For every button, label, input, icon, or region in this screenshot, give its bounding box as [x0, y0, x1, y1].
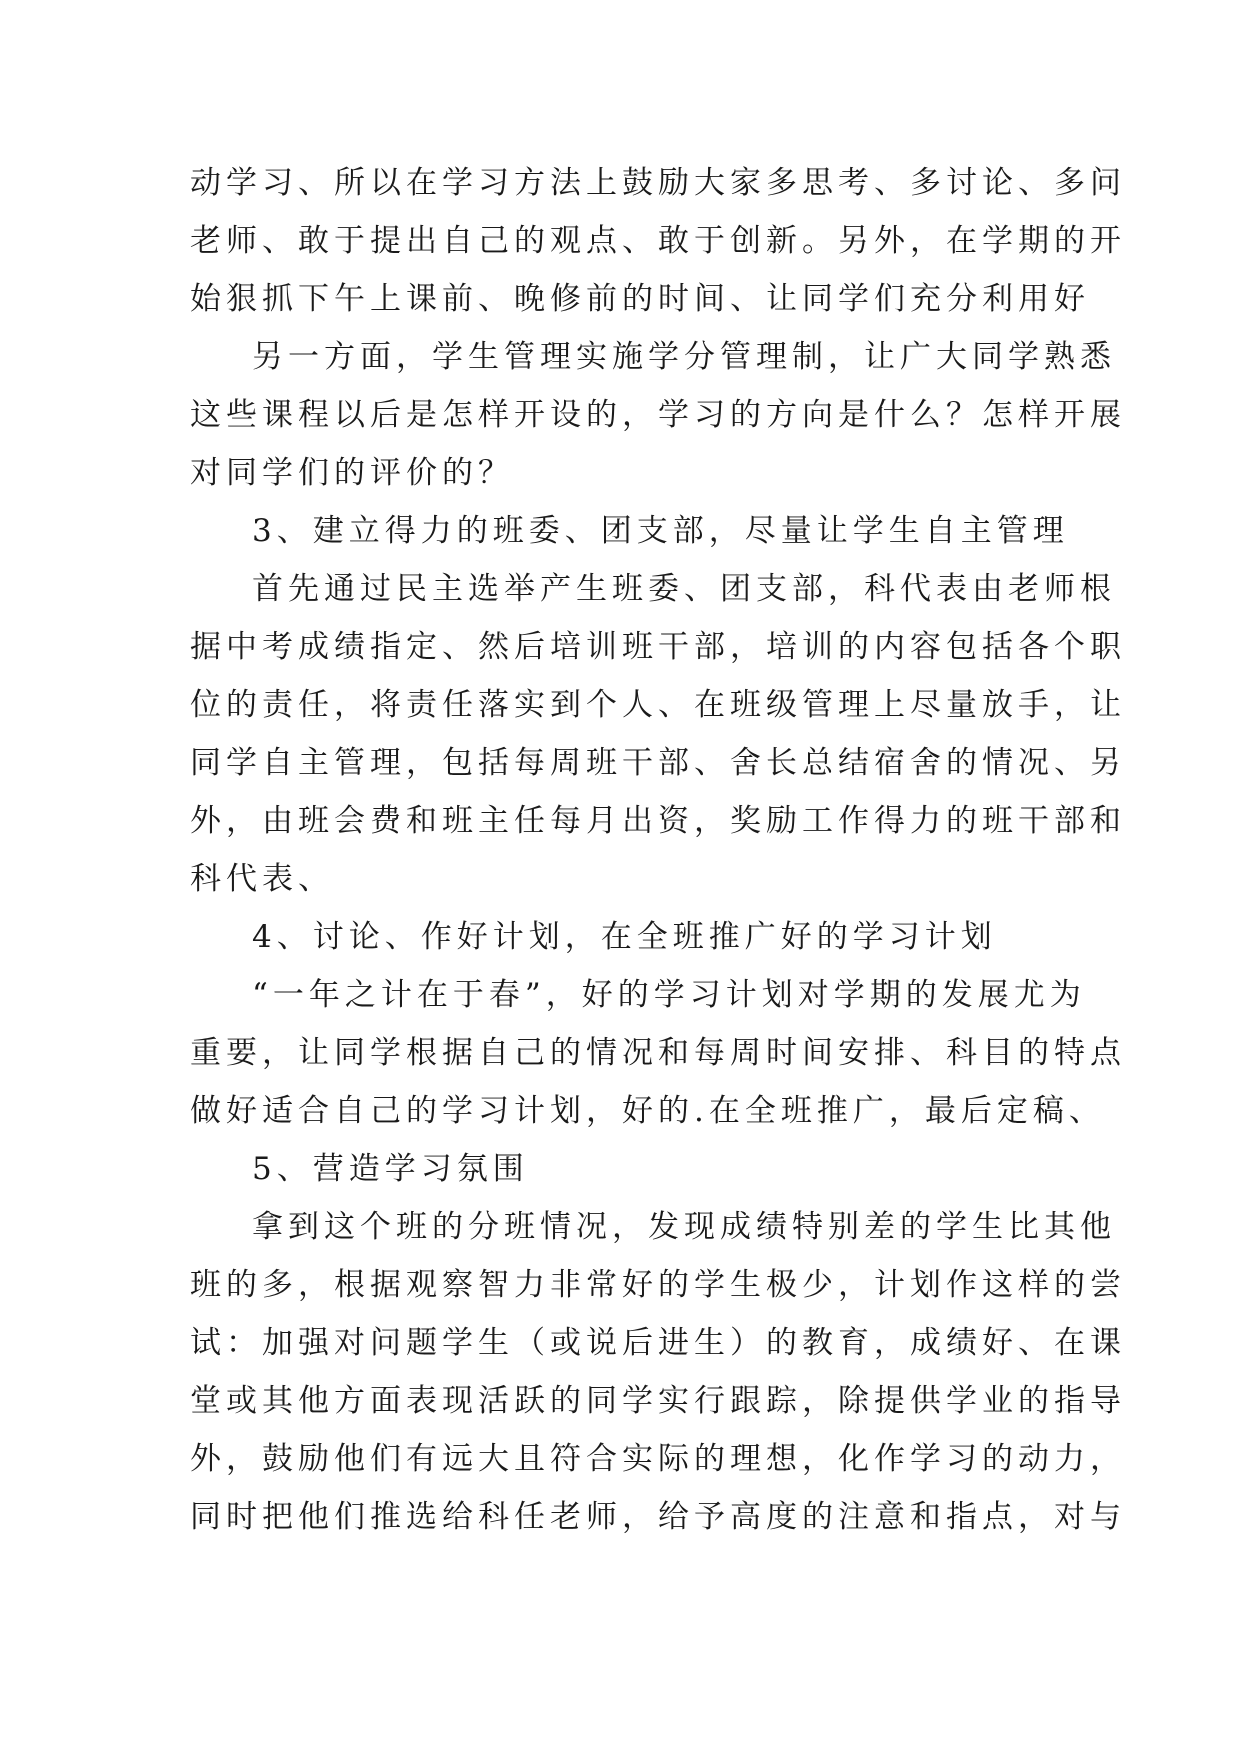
- text-line: 据中考成绩指定、然后培训班干部，培训的内容包括各个职: [190, 629, 1126, 665]
- text-line: 动学习、所以在学习方法上鼓励大家多思考、多讨论、多问: [190, 165, 1126, 201]
- section-heading: 3、建立得力的班委、团支部，尽量让学生自主管理: [252, 513, 1069, 549]
- text-line: 重要，让同学根据自己的情况和每周时间安排、科目的特点: [190, 1035, 1126, 1071]
- text-line: 拿到这个班的分班情况，发现成绩特别差的学生比其他: [252, 1209, 1116, 1245]
- body-text: [190, 154, 1126, 1546]
- text-line: 首先通过民主选举产生班委、团支部，科代表由老师根: [252, 571, 1116, 607]
- text-line: 同学自主管理，包括每周班干部、舍长总结宿舍的情况、另: [190, 745, 1126, 781]
- text-line: 另一方面，学生管理实施学分管理制，让广大同学熟悉: [252, 339, 1116, 375]
- text-line: 堂或其他方面表现活跃的同学实行跟踪，除提供学业的指导: [190, 1383, 1126, 1419]
- text-line: 这些课程以后是怎样开设的，学习的方向是什么？怎样开展: [190, 397, 1126, 433]
- text-line: 始狠抓下午上课前、晚修前的时间、让同学们充分利用好: [190, 281, 1090, 317]
- text-line: 外，鼓励他们有远大且符合实际的理想，化作学习的动力，: [190, 1441, 1126, 1477]
- text-line: 科代表、: [190, 861, 334, 897]
- section-heading: 5、营造学习氛围: [252, 1151, 529, 1187]
- text-line: 试：加强对问题学生（或说后进生）的教育，成绩好、在课: [190, 1325, 1126, 1361]
- text-line: 位的责任，将责任落实到个人、在班级管理上尽量放手，让: [190, 687, 1126, 723]
- text-line: 老师、敢于提出自己的观点、敢于创新。另外，在学期的开: [190, 223, 1126, 259]
- text-line: “一年之计在于春”，好的学习计划对学期的发展尤为: [252, 977, 1086, 1013]
- text-line: 班的多，根据观察智力非常好的学生极少，计划作这样的尝: [190, 1267, 1126, 1303]
- text-line: 同时把他们推选给科任老师，给予高度的注意和指点，对与: [190, 1499, 1126, 1535]
- section-heading: 4、讨论、作好计划，在全班推广好的学习计划: [252, 919, 997, 955]
- text-line: 对同学们的评价的？: [190, 455, 514, 491]
- text-line: 做好适合自己的学习计划，好的.在全班推广，最后定稿、: [190, 1093, 1105, 1129]
- text-line: 外，由班会费和班主任每月出资，奖励工作得力的班干部和: [190, 803, 1126, 839]
